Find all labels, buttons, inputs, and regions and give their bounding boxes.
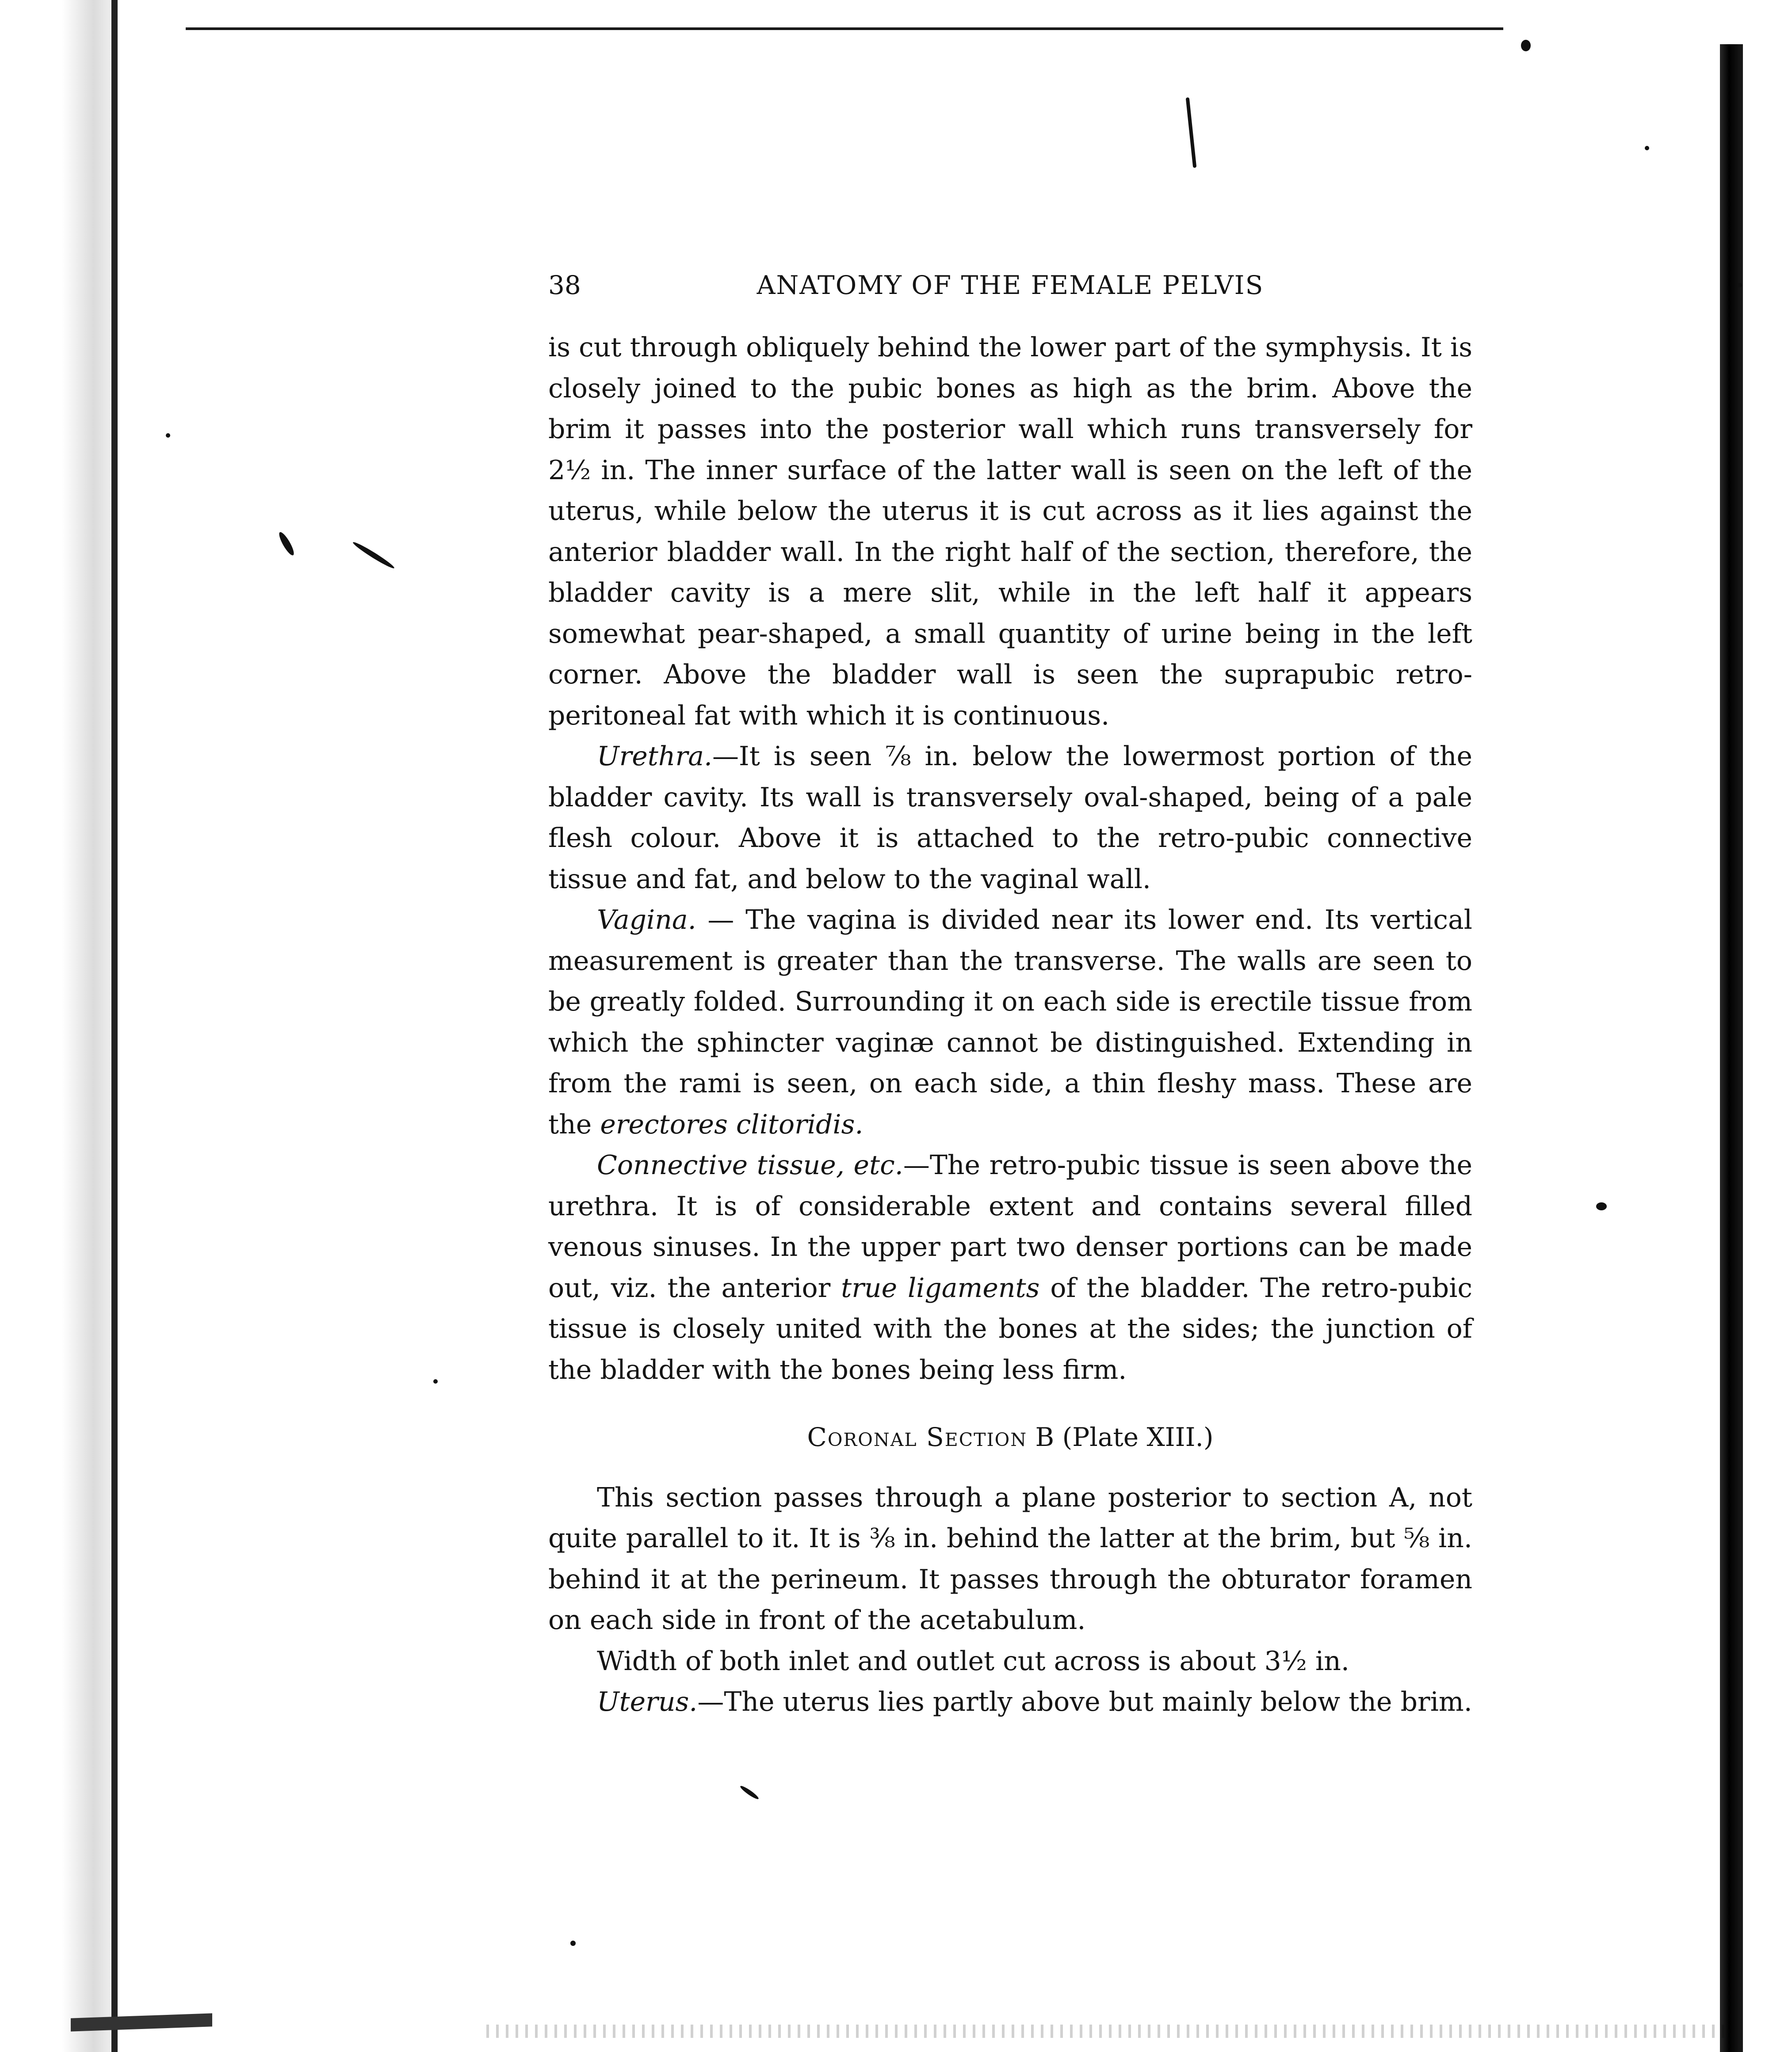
paragraph: Width of both inlet and outlet cut across is about 3½ in.	[597, 1645, 1349, 1677]
paragraph-heading: Vagina.	[597, 904, 696, 935]
scan-speck	[739, 1785, 760, 1801]
scan-top-rule	[186, 27, 1503, 30]
page-number: 38	[548, 270, 581, 300]
body-text	[548, 327, 1472, 1723]
paragraph-vagina	[548, 900, 1472, 1145]
binding-edge-right	[1720, 44, 1743, 2052]
scan-speck	[1521, 40, 1531, 51]
scan-speck	[277, 530, 296, 557]
scan-speck	[1596, 1202, 1607, 1210]
scan-bottom-noise	[486, 2025, 1724, 2038]
paragraph-text: —It is seen ⅞ in. below the lowermost portion of the bladder cavity. Its wall is transversely oval-shaped, being of a pale flesh colour. Above it is attached to the retro-pubic connective tissue and fat, and below to the vaginal wall.	[548, 741, 1472, 895]
scan-speck	[433, 1379, 438, 1384]
paragraph-text: — The vagina is divided near its lower end. Its vertical measurement is greater than the transverse. The walls are seen to be greatly folded. Surrounding it on each side is erectile tissue from which the sphincter vaginæ cannot be distinguished. Extending in from the rami is seen, on each side, a thin fleshy mass. These are the	[548, 904, 1472, 1140]
running-head: ANATOMY OF THE FEMALE PELVIS	[757, 270, 1264, 300]
italic-term: true ligaments	[841, 1272, 1040, 1304]
paragraph: This section passes through a plane posterior to section A, not quite parallel to it. It is ⅜ in. behind the latter at the brim, but ⅝ in. behind it at the perineum. It passes through the obturator foramen on each side in front of the acetabulum.	[548, 1482, 1472, 1636]
page-header	[548, 265, 1472, 305]
paragraph-text: of the bladder. The retro-pubic tissue is closely united with the bones at the sides; the junction of the bladder with the bones being less firm.	[548, 1272, 1473, 1385]
italic-term: erectores clitoridis.	[600, 1109, 864, 1140]
scan-speck	[166, 433, 170, 438]
scan-speck	[352, 540, 396, 570]
section-heading-smallcaps: Coronal Section	[807, 1422, 1028, 1452]
scan-speck	[570, 1941, 576, 1946]
paragraph-uterus	[548, 1682, 1472, 1723]
binding-edge-left	[111, 0, 118, 2052]
scan-speck	[1738, 283, 1742, 287]
paragraph: is cut through obliquely behind the lower part of the symphysis. It is closely joined to the pubic bones as high as the brim. Above the brim it passes into the posterior wall which runs transversely for 2½ in. The inner surface of the latter wall is seen on the left of the uterus, while below the uterus it is cut across as it lies against the anterior bladder wall. In the right half of the section, therefore, the bladder cavity is a mere slit, while in the left half it appears somewhat pear-shaped, a small quantity of urine being in the left corner. Above the bladder wall is seen the suprapubic retro-peritoneal fat with which it is continuous.	[548, 332, 1472, 731]
section-heading-rest: B (Plate XIII.)	[1027, 1422, 1214, 1452]
paragraph-heading: Urethra.	[597, 741, 713, 772]
section-heading	[548, 1417, 1472, 1458]
paragraph-urethra	[548, 736, 1472, 900]
paragraph-heading: Uterus.	[597, 1686, 698, 1717]
paragraph-text: —The uterus lies partly above but mainly below the brim.	[697, 1686, 1472, 1717]
paragraph-text: —The retro-pubic tissue is seen above the urethra. It is of considerable extent and contains several filled venous sinuses. In the upper part two denser portions can be made out, viz. the anterior	[548, 1150, 1472, 1304]
scan-speck	[1645, 146, 1649, 150]
scan-speck	[1186, 97, 1197, 168]
paragraph-connective-tissue	[548, 1145, 1472, 1390]
binding-shadow-left	[62, 0, 115, 2052]
paragraph-heading: Connective tissue, etc.	[597, 1150, 903, 1181]
